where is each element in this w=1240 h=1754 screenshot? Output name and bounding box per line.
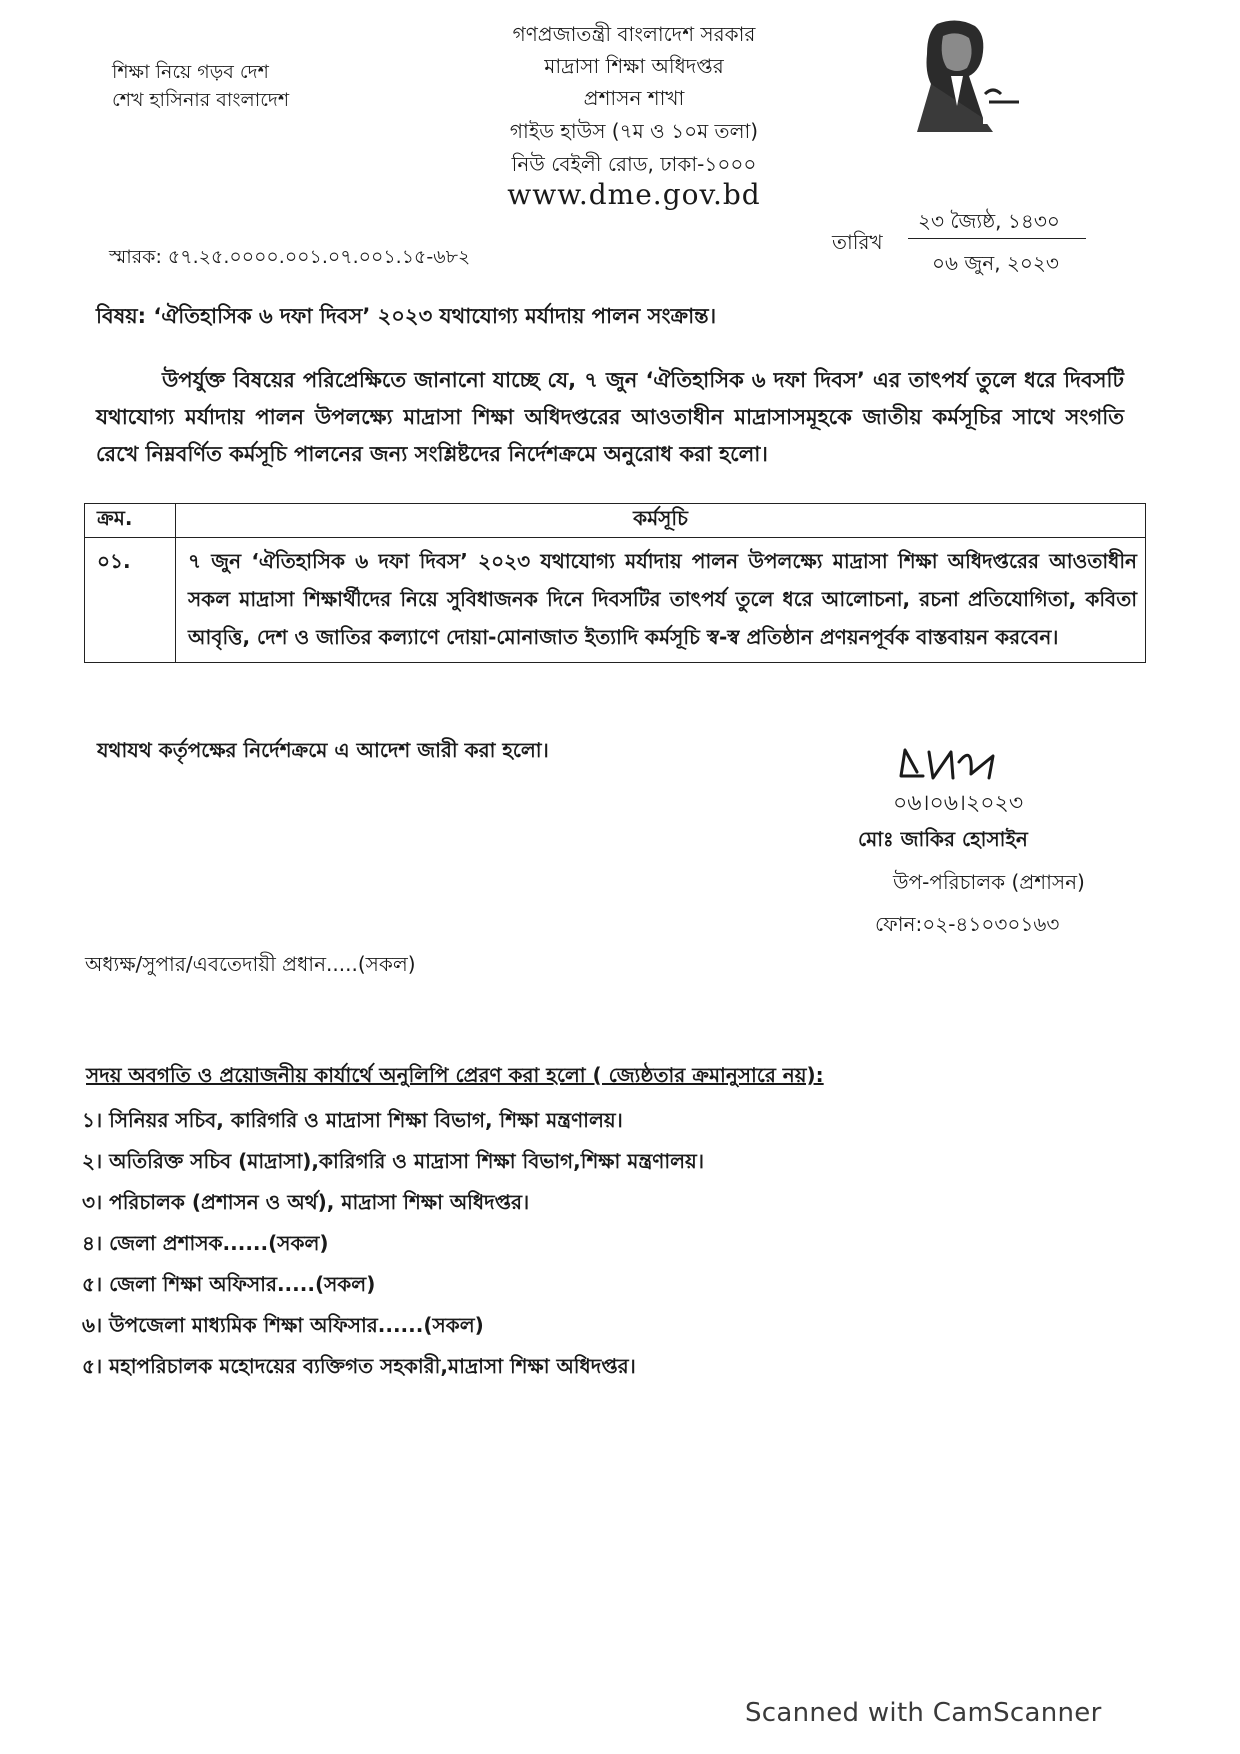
date-label: তারিখ: [832, 230, 883, 254]
slogan-line-2: শেখ হাসিনার বাংলাদেশ: [112, 89, 290, 111]
program-table: [84, 503, 1146, 663]
row-program-text: ৭ জুন ‘ঐতিহাসিক ৬ দফা দিবস’ ২০২৩ যথাযোগ্য মর্যাদায় পালন উপলক্ষ্যে মাদ্রাসা শিক্ষা অধিদপ্তরের আওতাধীন সকল মাদ্রাসা শিক্ষার্থীদের নিয়ে সুবিধাজনক দিনে দিবসটির তাৎপর্য তুলে ধরে আলোচনা, রচনা প্রতিযোগিতা, কবিতা আবৃত্তি, দেশ ও জাতির কল্যাণে দোয়া-মোনাজাত ইত্যাদি কর্মসূচি স্ব-স্ব প্রতিষ্ঠান প্রণয়নপূর্বক বাস্তবায়ন করবেন।: [176, 538, 1146, 663]
body-paragraph: উপর্যুক্ত বিষয়ের পরিপ্রেক্ষিতে জানানো যাচ্ছে যে, ৭ জুন ‘ঐতিহাসিক ৬ দফা দিবস’ এর তাৎপর্য তুলে ধরে দিবসটি যথাযোগ্য মর্যাদায় পালন উপলক্ষ্যে মাদ্রাসা শিক্ষা অধিদপ্তরের আওতাধীন মাদ্রাসাসমূহকে জাতীয় কর্মসূচির সাথে সংগতি রেখে নিম্নবর্ণিত কর্মসূচি পালনের জন্য সংশ্লিষ্টদের নির্দেশক্রমে অনুরোধ করা হলো।: [96, 368, 1124, 466]
recipient-line: অধ্যক্ষ/সুপার/এবতেদায়ী প্রধান.....(সকল): [85, 952, 416, 976]
table-row: [85, 538, 1146, 663]
order-note: যথাযথ কর্তৃপক্ষের নির্দেশক্রমে এ আদেশ জারী করা হলো।: [97, 738, 549, 762]
col-program-header: কর্মসূচি: [176, 504, 1146, 538]
list-item: ৩। পরিচালক (প্রশাসন ও অর্থ), মাদ্রাসা শিক্ষা অধিদপ্তর।: [82, 1190, 530, 1214]
col-serial-header: ক্রম.: [85, 504, 176, 538]
subject-line: বিষয়: ‘ঐতিহাসিক ৬ দফা দিবস’ ২০২৩ যথাযোগ্য মর্যাদায় পালন সংক্রান্ত।: [96, 304, 717, 328]
date-gregorian: ০৬ জুন, ২০২৩: [932, 251, 1059, 275]
branch-name: প্রশাসন শাখা: [583, 86, 685, 110]
memo-reference: স্মারক: ৫৭.২৫.০০০০.০০১.০৭.০০১.১৫-৬৮২: [109, 246, 471, 268]
list-item: ৫। মহাপরিচালক মহোদয়ের ব্যক্তিগত সহকারী,মাদ্রাসা শিক্ষা অধিদপ্তর।: [82, 1354, 636, 1378]
list-item: ৬। উপজেলা মাধ্যমিক শিক্ষা অফিসার......(সকল): [82, 1313, 484, 1337]
list-item: ২। অতিরিক্ত সচিব (মাদ্রাসা),কারিগরি ও মাদ্রাসা শিক্ষা বিভাগ,শিক্ষা মন্ত্রণালয়।: [82, 1149, 704, 1173]
mujib-borsho-logo: [897, 14, 1025, 132]
website-link[interactable]: www.dme.gov.bd: [507, 178, 761, 211]
program-table-header: [85, 504, 1146, 538]
copies-heading: সদয় অবগতি ও প্রয়োজনীয় কার্যার্থে অনুলিপি প্রেরণ করা হলো ( জ্যেষ্ঠতার ক্রমানুসারে নয়):: [86, 1063, 824, 1087]
date-bangla: ২৩ জ্যৈষ্ঠ, ১৪৩০: [918, 209, 1060, 233]
date-divider: [908, 238, 1086, 239]
signatory-name: মোঃ জাকির হোসাইন: [858, 827, 1028, 851]
copies-list: [82, 1100, 704, 1387]
street-address: নিউ বেইলী রোড, ঢাকা-১০০০: [511, 152, 757, 176]
list-item: ৪। জেলা প্রশাসক......(সকল): [82, 1231, 329, 1255]
portrait-logo-icon: [897, 14, 1025, 132]
signatory-phone: ফোন:০২-৪১০৩০১৬৩: [875, 912, 1060, 936]
signature-scribble-icon: [893, 742, 1073, 822]
signature-date: ০৬।০৬।২০২৩: [893, 791, 1024, 816]
scanner-watermark: Scanned with CamScanner: [745, 1698, 1102, 1728]
row-serial: ০১.: [85, 538, 176, 663]
department-name: মাদ্রাসা শিক্ষা অধিদপ্তর: [544, 54, 724, 78]
building-address: গাইড হাউস (৭ম ও ১০ম তলা): [509, 119, 759, 143]
signatory-designation: উপ-পরিচালক (প্রশাসন): [893, 870, 1085, 894]
list-item: ৫। জেলা শিক্ষা অফিসার.....(সকল): [82, 1272, 376, 1296]
signature: [893, 742, 1073, 822]
gov-name: গণপ্রজাতন্ত্রী বাংলাদেশ সরকার: [512, 22, 756, 46]
list-item: ১। সিনিয়র সচিব, কারিগরি ও মাদ্রাসা শিক্ষা বিভাগ, শিক্ষা মন্ত্রণালয়।: [82, 1108, 623, 1132]
slogan-line-1: শিক্ষা নিয়ে গড়ব দেশ: [112, 61, 269, 83]
